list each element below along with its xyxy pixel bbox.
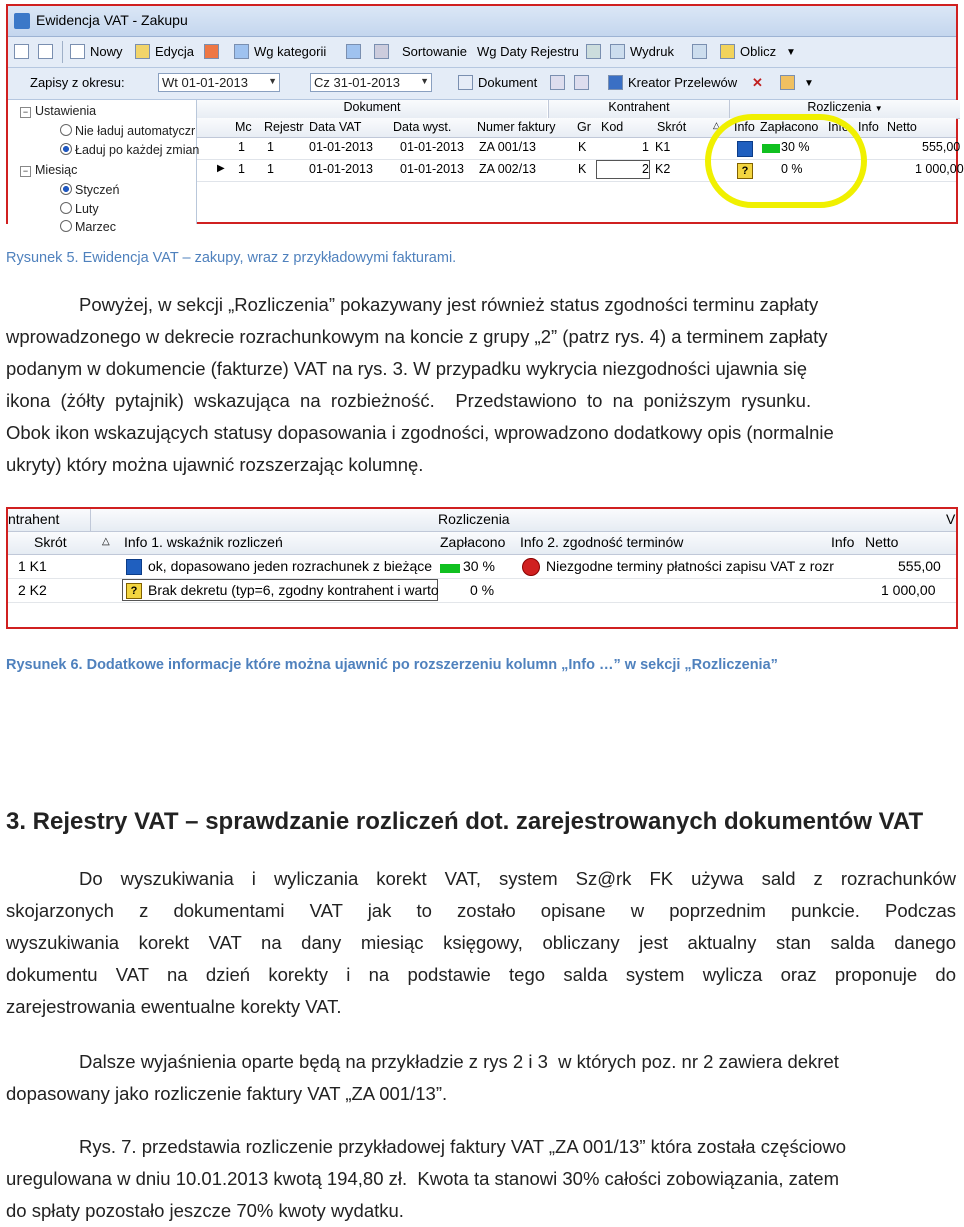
cell-netto: 555,00	[898, 558, 941, 574]
col-gr[interactable]: Gr	[577, 120, 591, 134]
cell-data-vat: 01-01-2013	[309, 162, 373, 176]
by-category-button[interactable]: Wg kategorii	[254, 44, 327, 59]
new-button[interactable]: Nowy	[90, 44, 123, 59]
radio-label: Marzec	[75, 220, 116, 234]
col-zaplacono[interactable]: Zapłacono	[440, 534, 506, 550]
cell-data-wyst: 01-01-2013	[400, 140, 464, 154]
radio-laduj[interactable]	[60, 143, 199, 157]
date-to-select[interactable]	[310, 73, 432, 92]
export-icon[interactable]	[586, 44, 601, 59]
radio-nie-laduj[interactable]	[60, 124, 195, 138]
column-header-row	[8, 532, 956, 555]
col-skrot[interactable]: Skrót	[657, 120, 687, 134]
paragraph-line: dokumentu VAT na dzień korekty i na podstawie tego salda system wylicza oraz proponuje do	[6, 964, 956, 985]
cell-netto: 1 000,00	[915, 162, 964, 176]
section-heading: 3. Rejestry VAT – sprawdzanie rozliczeń dot. zarejestrowanych dokumentów VAT	[6, 808, 924, 835]
date-to-value: Cz 31-01-2013	[314, 75, 400, 90]
paragraph-line: Powyżej, w sekcji „Rozliczenia” pokazywany jest również status zgodności terminu zapłaty	[79, 294, 819, 315]
cell-numer: ZA 001/13	[479, 140, 536, 154]
cell-kod: 2	[642, 162, 649, 176]
paragraph	[6, 289, 956, 481]
disabled-icon[interactable]	[550, 75, 565, 90]
by-register-date-button[interactable]: Wg Daty Rejestru	[477, 44, 579, 59]
col-numer[interactable]: Numer faktury	[477, 120, 556, 134]
cell-mc: 1	[238, 140, 245, 154]
cell-zaplacono: 30 %	[463, 558, 495, 574]
date-from-value: Wt 01-01-2013	[162, 75, 248, 90]
cell-gr: K	[578, 140, 587, 154]
refresh-icon[interactable]	[346, 44, 361, 59]
col-zaplacono[interactable]: Zapłacono	[760, 120, 819, 134]
cell-data-vat: 01-01-2013	[309, 140, 373, 154]
paragraph-line: wprowadzonego w dekrecie rozrachunkowym na koncie z grupy „2” (patrz rys. 4) a terminem zapłaty	[6, 326, 828, 347]
col-info[interactable]: Info	[858, 120, 879, 134]
calculate-icon	[720, 44, 735, 59]
preview-icon[interactable]	[14, 44, 29, 59]
paragraph	[6, 1046, 956, 1110]
tools-icon[interactable]	[780, 75, 795, 90]
cell-zaplacono: 0 %	[470, 582, 495, 598]
chevron-down-icon: ▼	[874, 104, 883, 113]
paragraph	[6, 1131, 956, 1227]
sort-button[interactable]: Sortowanie	[402, 44, 468, 59]
close-icon[interactable]: ✕	[752, 75, 763, 90]
radio-selected-icon	[60, 183, 72, 195]
sort-ascending-icon: △	[713, 120, 720, 130]
cell-netto: 555,00	[922, 140, 961, 154]
col-netto[interactable]: Netto	[865, 534, 899, 550]
col-skrot[interactable]: Skrót	[34, 534, 67, 550]
question-warning-icon: ?	[126, 583, 142, 599]
cell-lead: 2 K2	[18, 582, 47, 598]
cell-rejestr: 1	[267, 140, 274, 154]
filter-icon[interactable]	[374, 44, 389, 59]
radio-label: Luty	[75, 202, 99, 216]
cell-numer: ZA 002/13	[479, 162, 536, 176]
cell-info1: Brak dekretu (typ=6, zgodny kontrahent i warto	[148, 582, 439, 598]
paragraph-line: ukryty) który można ujawnić rozszerzając kolumnę.	[6, 454, 424, 475]
radio-icon	[60, 202, 72, 214]
paragraph-line: Rys. 7. przedstawia rozliczenie przykładowej faktury VAT „ZA 001/13” która została częściowo	[79, 1136, 847, 1157]
group-header-dokument: Dokument	[197, 100, 547, 119]
col-netto[interactable]: Netto	[887, 120, 917, 134]
cell-skrot: K1	[655, 140, 671, 154]
col-info[interactable]: Info	[831, 534, 855, 550]
tree-node-miesiac[interactable]	[20, 163, 77, 177]
paragraph-line: dopasowany jako rozliczenie faktury VAT „ZA 001/13”.	[6, 1083, 448, 1104]
print-icon	[610, 44, 625, 59]
col-mc[interactable]: Mc	[235, 120, 252, 134]
print-button[interactable]: Wydruk	[630, 44, 674, 59]
paragraph-line: Dalsze wyjaśnienia oparte będą na przykładzie z rys 2 i 3 w których poz. nr 2 zawiera dekret	[79, 1051, 839, 1072]
settings-tree	[8, 100, 200, 234]
sort-ascending-icon: △	[102, 536, 110, 547]
cell-gr: K	[578, 162, 587, 176]
window-title: Ewidencja VAT - Zakupu	[36, 12, 188, 28]
tree-node-label: Miesiąc	[35, 163, 78, 177]
category-icon	[234, 44, 249, 59]
col-info[interactable]: Info	[828, 120, 849, 134]
paragraph	[6, 863, 956, 1023]
radio-label: Ładuj po każdej zmian	[75, 143, 200, 157]
radio-icon	[60, 124, 72, 136]
toolbar-separator	[62, 41, 63, 63]
cell-info2: Niezgodne terminy płatności zapisu VAT z rozr	[546, 558, 834, 574]
radio-marzec[interactable]	[60, 220, 116, 234]
col-info[interactable]: Info	[734, 120, 755, 134]
paragraph-line: Do wyszukiwania i wyliczania korekt VAT, system Sz@rk FK używa sald z rozrachunków	[79, 868, 956, 889]
paid-progress-bar	[440, 564, 460, 573]
chevron-down-icon: ▼	[420, 76, 429, 86]
chevron-down-icon: ▼	[268, 76, 277, 86]
group-header-kontrahent: ntrahent	[8, 511, 60, 527]
expanded-columns-screenshot	[6, 507, 958, 629]
paragraph-line: ikona (żółty pytajnik) wskazująca na rozbieżność. Przedstawiono to na poniższym rysunku.	[6, 390, 812, 411]
paragraph-line: do spłaty pozostało jeszcze 70% kwoty wydatku.	[6, 1200, 404, 1221]
app-icon	[14, 13, 30, 29]
group-label: Rozliczenia	[807, 100, 872, 114]
cell-zaplacono: 30 %	[781, 140, 810, 154]
document-icon	[458, 75, 473, 90]
radio-selected-icon	[60, 143, 72, 155]
settled-status-icon	[126, 559, 142, 575]
graph-icon[interactable]	[692, 44, 707, 59]
calculate-button[interactable]: Oblicz	[740, 44, 777, 59]
cell-kod: 1	[642, 140, 649, 154]
period-toolbar	[8, 68, 956, 100]
group-header-kontrahent: Kontrahent	[548, 100, 729, 119]
radio-label: Styczeń	[75, 183, 120, 197]
cell-rejestr: 1	[267, 162, 274, 176]
cell-mc: 1	[238, 162, 245, 176]
radio-luty[interactable]	[60, 202, 99, 216]
chevron-down-icon[interactable]: ▼	[804, 78, 814, 89]
new-document-icon	[70, 44, 85, 59]
document-button[interactable]: Dokument	[478, 75, 538, 90]
main-toolbar	[8, 37, 956, 68]
tree-node-label: Ustawienia	[35, 104, 97, 118]
paragraph-line: wyszukiwania korekt VAT na dany miesiąc księgowy, obliczany jest aktualny stan salda danego	[6, 932, 956, 953]
table-row[interactable]	[8, 579, 956, 603]
col-data-vat[interactable]: Data VAT	[309, 120, 362, 134]
figure-caption: Rysunek 5. Ewidencja VAT – zakupy, wraz z przykładowymi fakturami.	[6, 250, 457, 266]
collapse-icon[interactable]: −	[20, 166, 31, 177]
radio-label: Nie ładuj automatyczr	[75, 124, 196, 138]
group-header-cut: V	[946, 511, 956, 527]
transfer-wizard-button[interactable]: Kreator Przelewów	[628, 75, 738, 90]
paragraph-line: Obok ikon wskazujących statusy dopasowania i zgodności, wprowadzono dodatkowy opis (normalnie	[6, 422, 834, 443]
mismatch-stop-icon	[522, 558, 540, 576]
highlight-circle	[705, 114, 867, 208]
disabled-icon[interactable]	[574, 75, 589, 90]
period-label: Zapisy z okresu:	[30, 75, 125, 90]
radio-styczen[interactable]	[60, 183, 119, 197]
paragraph-line: zarejestrowania ewentualne korekty VAT.	[6, 996, 342, 1017]
chevron-down-icon[interactable]: ▼	[786, 47, 796, 58]
delete-icon[interactable]	[204, 44, 219, 59]
cell-zaplacono: 0 %	[781, 162, 803, 176]
vat-register-window-screenshot	[6, 4, 964, 234]
col-info1[interactable]: Info 1. wskaźnik rozliczeń	[124, 534, 283, 550]
col-data-wyst[interactable]: Data wyst.	[393, 120, 452, 134]
group-header-rozliczenia: Rozliczenia	[438, 511, 510, 527]
table-row[interactable]	[8, 555, 956, 579]
current-row-icon: ▶	[217, 163, 225, 174]
cell-skrot: K2	[655, 162, 671, 176]
radio-icon	[60, 220, 72, 232]
question-warning-icon: ?	[737, 163, 753, 179]
paragraph-line: podanym w dokumencie (fakturze) VAT na rys. 3. W przypadku wykrycia niezgodności ujawnia się	[6, 358, 807, 379]
window-titlebar	[8, 6, 956, 37]
column-divider	[90, 509, 91, 531]
cell-info1: ok, dopasowano jeden rozrachunek z bieżące	[148, 558, 433, 574]
tree-node-ustawienia[interactable]	[20, 104, 96, 118]
cell-data-wyst: 01-01-2013	[400, 162, 464, 176]
group-header-row	[8, 509, 956, 532]
date-from-select[interactable]	[158, 73, 280, 92]
figure-caption: Rysunek 6. Dodatkowe informacje które można ujawnić po rozszerzeniu kolumn „Info …” w sekcji „Rozliczenia”	[6, 657, 778, 673]
edit-button[interactable]: Edycja	[155, 44, 195, 59]
col-rejestr[interactable]: Rejestr	[264, 120, 304, 134]
paragraph-line: uregulowana w dniu 10.01.2013 kwotą 194,80 zł. Kwota ta stanowi 30% całości zobowiązania, zatem	[6, 1168, 840, 1189]
col-kod[interactable]: Kod	[601, 120, 624, 134]
paragraph-line: skojarzonych z dokumentami VAT jak to zostało opisane w poprzednim punkcie. Podczas	[6, 900, 956, 921]
search-icon[interactable]	[38, 44, 53, 59]
transfer-wizard-icon	[608, 75, 623, 90]
cell-lead: 1 K1	[18, 558, 47, 574]
cell-netto: 1 000,00	[881, 582, 936, 598]
edit-icon	[135, 44, 150, 59]
col-info2[interactable]: Info 2. zgodność terminów	[520, 534, 684, 550]
collapse-icon[interactable]: −	[20, 107, 31, 118]
